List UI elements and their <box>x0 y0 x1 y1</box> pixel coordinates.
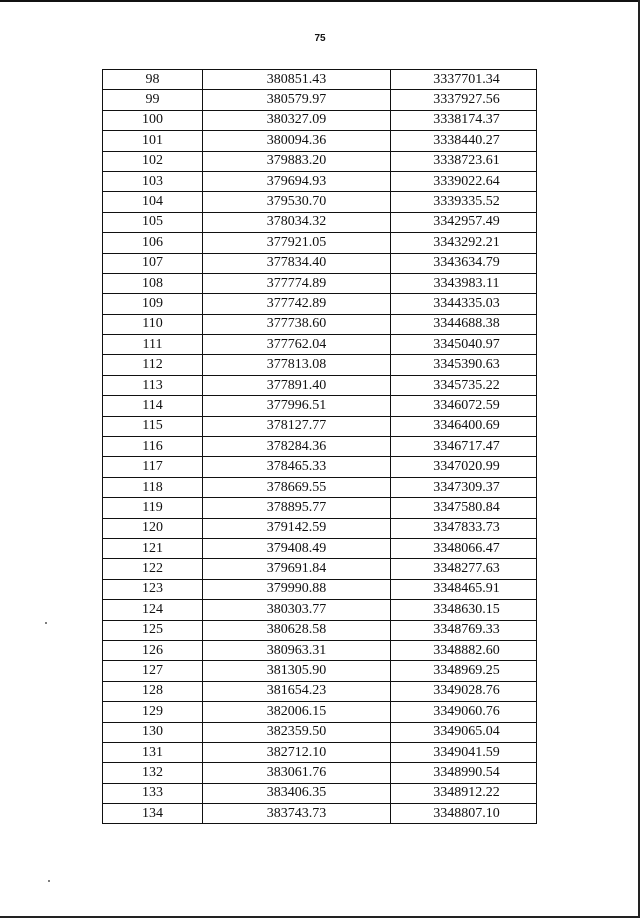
point-number-cell: 106 <box>103 233 203 253</box>
point-number-cell: 107 <box>103 253 203 273</box>
point-number-cell: 122 <box>103 559 203 579</box>
x-coordinate-cell: 381654.23 <box>203 681 391 701</box>
point-number-cell: 117 <box>103 457 203 477</box>
x-coordinate-cell: 378465.33 <box>203 457 391 477</box>
x-coordinate-cell: 378284.36 <box>203 437 391 457</box>
x-coordinate-cell: 382712.10 <box>203 742 391 762</box>
y-coordinate-cell: 3346072.59 <box>391 396 537 416</box>
y-coordinate-cell: 3339335.52 <box>391 192 537 212</box>
point-number-cell: 124 <box>103 600 203 620</box>
table-row <box>103 273 537 293</box>
table-row <box>103 253 537 273</box>
table-row <box>103 518 537 538</box>
y-coordinate-cell: 3349028.76 <box>391 681 537 701</box>
x-coordinate-cell: 379990.88 <box>203 579 391 599</box>
y-coordinate-cell: 3346400.69 <box>391 416 537 436</box>
table-row <box>103 722 537 742</box>
x-coordinate-cell: 377834.40 <box>203 253 391 273</box>
y-coordinate-cell: 3347833.73 <box>391 518 537 538</box>
y-coordinate-cell: 3349060.76 <box>391 702 537 722</box>
x-coordinate-cell: 379691.84 <box>203 559 391 579</box>
x-coordinate-cell: 378127.77 <box>203 416 391 436</box>
x-coordinate-cell: 377996.51 <box>203 396 391 416</box>
x-coordinate-cell: 377921.05 <box>203 233 391 253</box>
point-number-cell: 114 <box>103 396 203 416</box>
y-coordinate-cell: 3347020.99 <box>391 457 537 477</box>
table-row <box>103 70 537 90</box>
point-number-cell: 133 <box>103 783 203 803</box>
table-row <box>103 335 537 355</box>
point-number-cell: 125 <box>103 620 203 640</box>
y-coordinate-cell: 3345390.63 <box>391 355 537 375</box>
y-coordinate-cell: 3348277.63 <box>391 559 537 579</box>
x-coordinate-cell: 379142.59 <box>203 518 391 538</box>
point-number-cell: 101 <box>103 131 203 151</box>
y-coordinate-cell: 3345040.97 <box>391 335 537 355</box>
table-row <box>103 783 537 803</box>
table-row <box>103 661 537 681</box>
table-row <box>103 396 537 416</box>
point-number-cell: 126 <box>103 640 203 660</box>
y-coordinate-cell: 3343634.79 <box>391 253 537 273</box>
table-row <box>103 559 537 579</box>
point-number-cell: 99 <box>103 90 203 110</box>
y-coordinate-cell: 3343983.11 <box>391 273 537 293</box>
point-number-cell: 118 <box>103 477 203 497</box>
page-border-top <box>0 0 640 2</box>
x-coordinate-cell: 380303.77 <box>203 600 391 620</box>
table-row <box>103 437 537 457</box>
y-coordinate-cell: 3349065.04 <box>391 722 537 742</box>
point-number-cell: 130 <box>103 722 203 742</box>
table-row <box>103 804 537 824</box>
coordinate-table <box>102 69 537 824</box>
x-coordinate-cell: 380579.97 <box>203 90 391 110</box>
x-coordinate-cell: 377742.89 <box>203 294 391 314</box>
y-coordinate-cell: 3338723.61 <box>391 151 537 171</box>
y-coordinate-cell: 3348769.33 <box>391 620 537 640</box>
table-row <box>103 90 537 110</box>
x-coordinate-cell: 383061.76 <box>203 763 391 783</box>
point-number-cell: 102 <box>103 151 203 171</box>
point-number-cell: 105 <box>103 212 203 232</box>
x-coordinate-cell: 380963.31 <box>203 640 391 660</box>
point-number-cell: 115 <box>103 416 203 436</box>
point-number-cell: 132 <box>103 763 203 783</box>
table-row <box>103 375 537 395</box>
point-number-cell: 123 <box>103 579 203 599</box>
x-coordinate-cell: 382006.15 <box>203 702 391 722</box>
table-row <box>103 538 537 558</box>
y-coordinate-cell: 3346717.47 <box>391 437 537 457</box>
table-row <box>103 355 537 375</box>
point-number-cell: 110 <box>103 314 203 334</box>
table-row <box>103 233 537 253</box>
table-row <box>103 763 537 783</box>
x-coordinate-cell: 379408.49 <box>203 538 391 558</box>
table-row <box>103 620 537 640</box>
x-coordinate-cell: 379883.20 <box>203 151 391 171</box>
point-number-cell: 109 <box>103 294 203 314</box>
y-coordinate-cell: 3347309.37 <box>391 477 537 497</box>
table-row <box>103 640 537 660</box>
y-coordinate-cell: 3349041.59 <box>391 742 537 762</box>
table-row <box>103 579 537 599</box>
y-coordinate-cell: 3348807.10 <box>391 804 537 824</box>
y-coordinate-cell: 3344688.38 <box>391 314 537 334</box>
table-row <box>103 131 537 151</box>
x-coordinate-cell: 377774.89 <box>203 273 391 293</box>
x-coordinate-cell: 378669.55 <box>203 477 391 497</box>
point-number-cell: 113 <box>103 375 203 395</box>
y-coordinate-cell: 3344335.03 <box>391 294 537 314</box>
page-number: 75 <box>314 33 326 44</box>
table-row <box>103 171 537 191</box>
scan-speck <box>45 622 47 624</box>
x-coordinate-cell: 377891.40 <box>203 375 391 395</box>
point-number-cell: 127 <box>103 661 203 681</box>
point-number-cell: 112 <box>103 355 203 375</box>
table-row <box>103 416 537 436</box>
x-coordinate-cell: 378895.77 <box>203 498 391 518</box>
table-row <box>103 600 537 620</box>
y-coordinate-cell: 3348630.15 <box>391 600 537 620</box>
y-coordinate-cell: 3342957.49 <box>391 212 537 232</box>
y-coordinate-cell: 3343292.21 <box>391 233 537 253</box>
point-number-cell: 134 <box>103 804 203 824</box>
y-coordinate-cell: 3338440.27 <box>391 131 537 151</box>
x-coordinate-cell: 378034.32 <box>203 212 391 232</box>
y-coordinate-cell: 3339022.64 <box>391 171 537 191</box>
point-number-cell: 116 <box>103 437 203 457</box>
x-coordinate-cell: 380851.43 <box>203 70 391 90</box>
x-coordinate-cell: 377762.04 <box>203 335 391 355</box>
x-coordinate-cell: 380628.58 <box>203 620 391 640</box>
x-coordinate-cell: 379530.70 <box>203 192 391 212</box>
x-coordinate-cell: 380327.09 <box>203 110 391 130</box>
y-coordinate-cell: 3337701.34 <box>391 70 537 90</box>
y-coordinate-cell: 3347580.84 <box>391 498 537 518</box>
y-coordinate-cell: 3348990.54 <box>391 763 537 783</box>
table-row <box>103 681 537 701</box>
x-coordinate-cell: 380094.36 <box>203 131 391 151</box>
scan-speck <box>48 880 50 882</box>
point-number-cell: 131 <box>103 742 203 762</box>
point-number-cell: 129 <box>103 702 203 722</box>
table-row <box>103 742 537 762</box>
coordinate-table-body <box>103 70 537 824</box>
y-coordinate-cell: 3348882.60 <box>391 640 537 660</box>
point-number-cell: 98 <box>103 70 203 90</box>
y-coordinate-cell: 3348969.25 <box>391 661 537 681</box>
point-number-cell: 108 <box>103 273 203 293</box>
x-coordinate-cell: 381305.90 <box>203 661 391 681</box>
point-number-cell: 121 <box>103 538 203 558</box>
y-coordinate-cell: 3338174.37 <box>391 110 537 130</box>
point-number-cell: 104 <box>103 192 203 212</box>
point-number-cell: 103 <box>103 171 203 191</box>
x-coordinate-cell: 377738.60 <box>203 314 391 334</box>
x-coordinate-cell: 377813.08 <box>203 355 391 375</box>
x-coordinate-cell: 382359.50 <box>203 722 391 742</box>
point-number-cell: 120 <box>103 518 203 538</box>
table-row <box>103 457 537 477</box>
point-number-cell: 100 <box>103 110 203 130</box>
table-row <box>103 294 537 314</box>
point-number-cell: 128 <box>103 681 203 701</box>
y-coordinate-cell: 3337927.56 <box>391 90 537 110</box>
table-row <box>103 151 537 171</box>
y-coordinate-cell: 3348465.91 <box>391 579 537 599</box>
table-row <box>103 192 537 212</box>
x-coordinate-cell: 379694.93 <box>203 171 391 191</box>
table-row <box>103 212 537 232</box>
table-row <box>103 702 537 722</box>
x-coordinate-cell: 383743.73 <box>203 804 391 824</box>
y-coordinate-cell: 3345735.22 <box>391 375 537 395</box>
point-number-cell: 111 <box>103 335 203 355</box>
table-row <box>103 498 537 518</box>
y-coordinate-cell: 3348066.47 <box>391 538 537 558</box>
point-number-cell: 119 <box>103 498 203 518</box>
y-coordinate-cell: 3348912.22 <box>391 783 537 803</box>
table-row <box>103 314 537 334</box>
x-coordinate-cell: 383406.35 <box>203 783 391 803</box>
table-row <box>103 110 537 130</box>
table-row <box>103 477 537 497</box>
